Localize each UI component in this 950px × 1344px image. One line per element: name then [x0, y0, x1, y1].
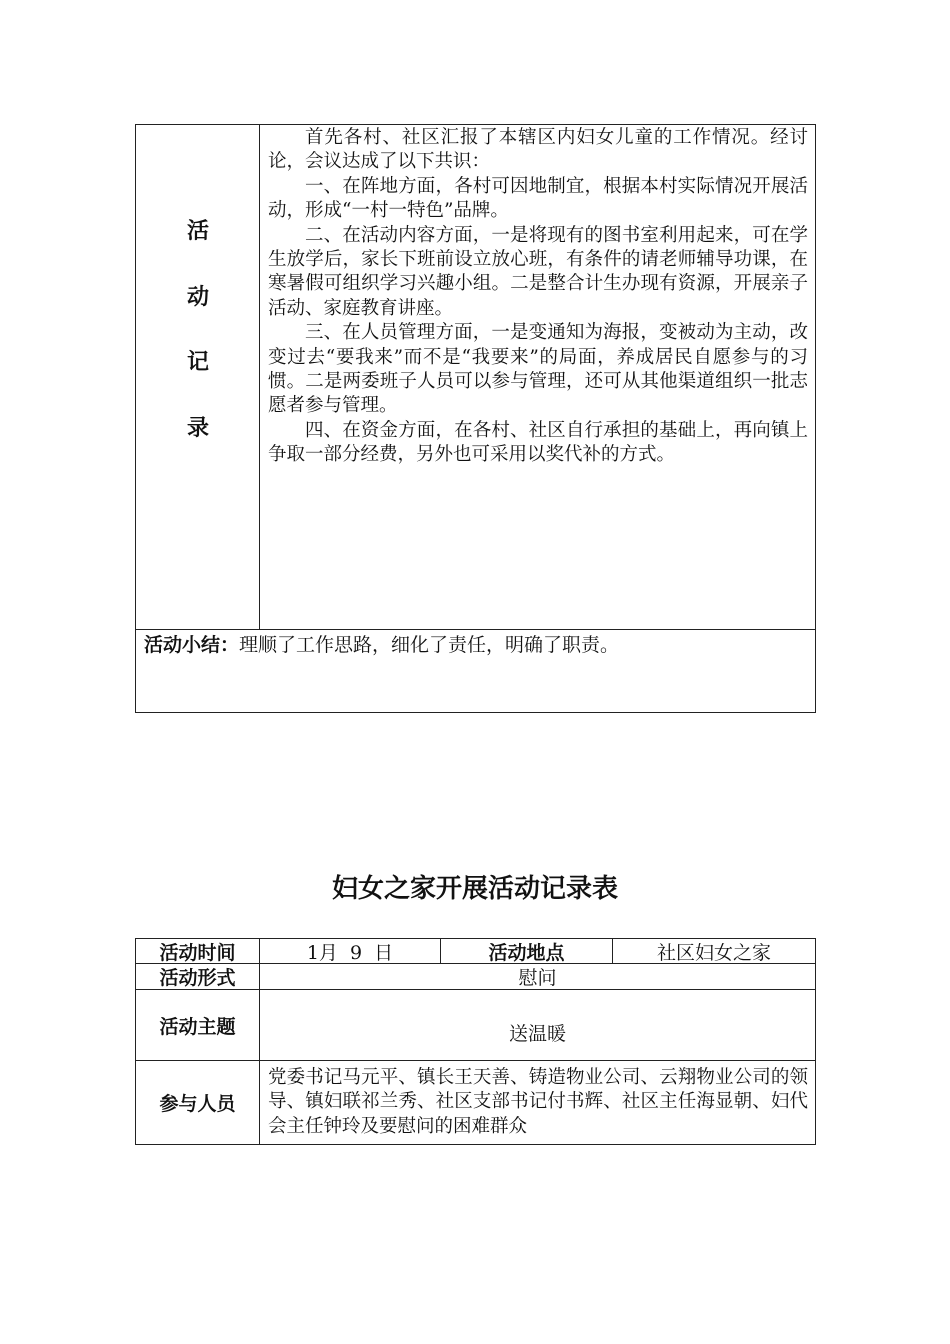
record-side-label-char: 活	[186, 219, 209, 244]
place-value: 社区妇女之家	[656, 941, 771, 964]
record-paragraph: 四、在资金方面，在各村、社区自行承担的基础上，再向镇上争取一部分经费，另外也可采用以奖代补的方式。	[268, 419, 808, 466]
place-label: 活动地点	[488, 941, 565, 964]
record-paragraph: 二、在活动内容方面，一是将现有的图书室利用起来，可在学生放学后，家长下班前设立放心班，有条件的请老师辅导功课，在寒暑假可组织学习兴趣小组。二是整合计生办现有资源，开展亲子活动、家庭教育讲座。	[268, 224, 808, 319]
record-paragraph: 三、在人员管理方面，一是变通知为海报，变被动为主动，改变过去“要我来”而不是“我要来”的局面，养成居民自愿参与的习惯。二是两委班子人员可以参与管理，还可从其他渠道组织一批志愿者参与管理。	[268, 322, 808, 417]
record-paragraph: 一、在阵地方面，各村可因地制宜，根据本村实际情况开展活动，形成“一村一特色”品牌。	[268, 175, 808, 222]
form-type-value: 慰问	[518, 967, 557, 989]
time-label: 活动时间	[159, 941, 236, 964]
record-content	[268, 126, 808, 468]
theme-value: 送温暖	[508, 1022, 566, 1045]
form-type-label: 活动形式	[159, 967, 236, 989]
participants-value: 党委书记马元平、镇长王天善、铸造物业公司、云翔物业公司的领导、镇妇联祁兰秀、社区支部书记付书辉、社区主任海显朝、妇代会主任钟玲及要慰问的困难群众	[268, 1067, 808, 1137]
record-paragraph: 首先各村、社区汇报了本辖区内妇女儿童的工作情况。经讨论，会议达成了以下共识：	[268, 127, 808, 173]
participants-label: 参与人员	[159, 1093, 236, 1115]
summary-text: 理顺了工作思路，细化了责任，明确了职责。	[239, 634, 620, 656]
form-title: 妇女之家开展活动记录表	[331, 874, 618, 904]
record-side-label-char: 动	[186, 285, 209, 310]
time-value: 1月 9 日	[306, 941, 394, 964]
summary-label: 活动小结：	[144, 634, 240, 656]
record-side-label-char: 录	[186, 416, 209, 441]
record-side-label-char: 记	[186, 350, 209, 375]
theme-label: 活动主题	[159, 1015, 236, 1038]
summary-row	[144, 632, 804, 658]
